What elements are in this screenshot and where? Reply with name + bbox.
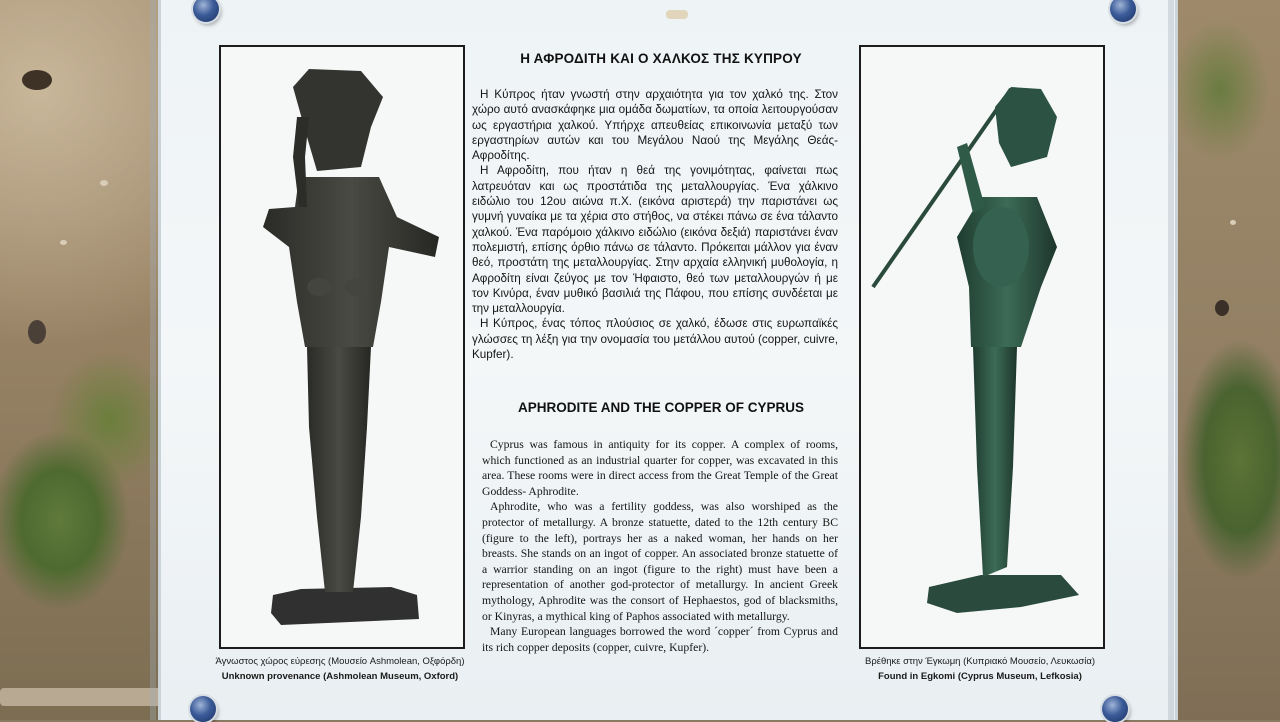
statuette-torso [263,177,439,347]
smudge [666,10,688,19]
english-paragraph: Aphrodite, who was a fertility goddess, was also worshiped as the protector of metallurgy. A bronze statuette, dated to the 12th century BC (figure to the left), portrays her as a naked woman, her hands on her breasts. She stands on an ingot of copper. An associated bronze statuette of a warrior standing on an ingot (figure to the right) must have been a representation of another god-protector of metallurgy. In ancient Greek mythology, Aphrodite was the consort of Hephaestos, god of blacksmiths, or Kinyras, a mythical king of Paphos associated with metallurgy. [482,500,838,623]
left-caption-english: Unknown provenance (Ashmolean Museum, Oxford) [221,671,459,682]
greek-title: Η ΑΦΡΟΔΙΤΗ ΚΑΙ Ο ΧΑΛΚΟΣ ΤΗΣ ΚΥΠΡΟΥ [520,51,802,66]
english-body-text [482,437,838,655]
ingot-base [271,587,419,625]
english-title: APHRODITE AND THE COPPER OF CYPRUS [517,400,805,415]
mounting-bolt [1102,696,1128,722]
greek-paragraph: Η Κύπρος ήταν γνωστή στην αρχαιότητα για τον χαλκό της. Στον χώρο αυτό ανασκάφηκε μια ομάδα δωματίων, τα οποία λειτουργούσαν ως εργαστήρια χαλκού. Υπήρχε απευθείας επικοινωνία μεταξύ των εργαστηρίων αυτών και του Μεγάλου Ναού της Μεγάλης Θεάς- Αφροδίτης. [472,88,838,163]
pebble [100,180,108,186]
greek-paragraph: Η Κύπρος, ένας τόπος πλούσιος σε χαλκό, έδωσε στις ευρωπαϊκές γλώσσες τη λέξη για την ονομασία του μετάλλου αυτού (copper, cuivre, Kupfer). [472,317,838,362]
left-figure-photo [219,45,465,649]
wooden-log [0,688,165,706]
greek-paragraph: Η Αφροδίτη, που ήταν η θεά της γονιμότητας, φαίνεται πως λατρευόταν και ως προστάτιδα της μεταλλουργίας. Ένα χάλκινο ειδώλιο του 12ου αιώνα π.Χ. (εικόνα αριστερά) την παριστάνει ως γυμνή γυναίκα με τα χέρια στο στήθος, να στέκει πάνω σε ένα τάλαντο χαλκού. Ένα παρόμοιο χάλκινο ειδώλιο (εικόνα δεξιά) παριστάνει έναν πολεμιστή, επίσης όρθιο πάνω σε τάλαντο. Πρόκειται μάλλον για έναν θεό, προστάτη της μεταλλουργίας. Στην αρχαία ελληνική μυθολογία, η Αφροδίτη είναι ζεύγος με τον Ήφαιστο, θεό των μεταλλουργών ή με τον Κινύρα, έναν μυθικό βασιλιά της Πάφου, που επίσης συνδέεται με την μεταλλουργία. [472,164,838,316]
left-figure-caption [198,654,482,684]
panel-edge-left [150,0,156,720]
pebble [1230,220,1236,225]
right-figure-photo [859,45,1105,649]
ingot-base [927,575,1079,613]
warrior-legs [973,347,1017,577]
right-figure-caption [845,654,1115,684]
right-caption-greek: Βρέθηκε στην Έγκωμη (Κυπριακό Μουσείο, Λευκωσία) [864,656,1095,667]
ground-right [1160,0,1280,720]
rock [1215,300,1229,316]
greek-body-text [472,87,838,362]
shield [973,207,1029,287]
raised-arm [957,143,985,213]
pebble [60,240,67,245]
panel-edge-right [1168,0,1174,720]
left-caption-greek: Άγνωστος χώρος εύρεσης (Μουσείο Ashmolean, Οξφόρδη) [215,656,465,667]
statuette-hand [307,278,331,296]
rock [22,70,52,90]
rock [28,320,46,344]
warrior-helmet-head [995,87,1057,167]
english-paragraph: Many European languages borrowed the word ´copper´ from Cyprus and its rich copper deposits (copper, cuivre, Kupfer). [482,625,838,654]
statuette-hand [345,278,369,296]
ground-left [0,0,160,720]
mounting-bolt [190,696,216,722]
warrior-statuette-image [861,47,1103,647]
aphrodite-statuette-image [221,47,463,647]
english-paragraph: Cyprus was famous in antiquity for its copper. A complex of rooms, which functioned as an industrial quarter for copper, was excavated in this area. These rooms were in direct access from the Great Temple of the Great Goddess- Aphrodite. [482,438,838,498]
statuette-body [307,347,371,592]
right-caption-english: Found in Egkomi (Cyprus Museum, Lefkosia) [878,671,1082,682]
